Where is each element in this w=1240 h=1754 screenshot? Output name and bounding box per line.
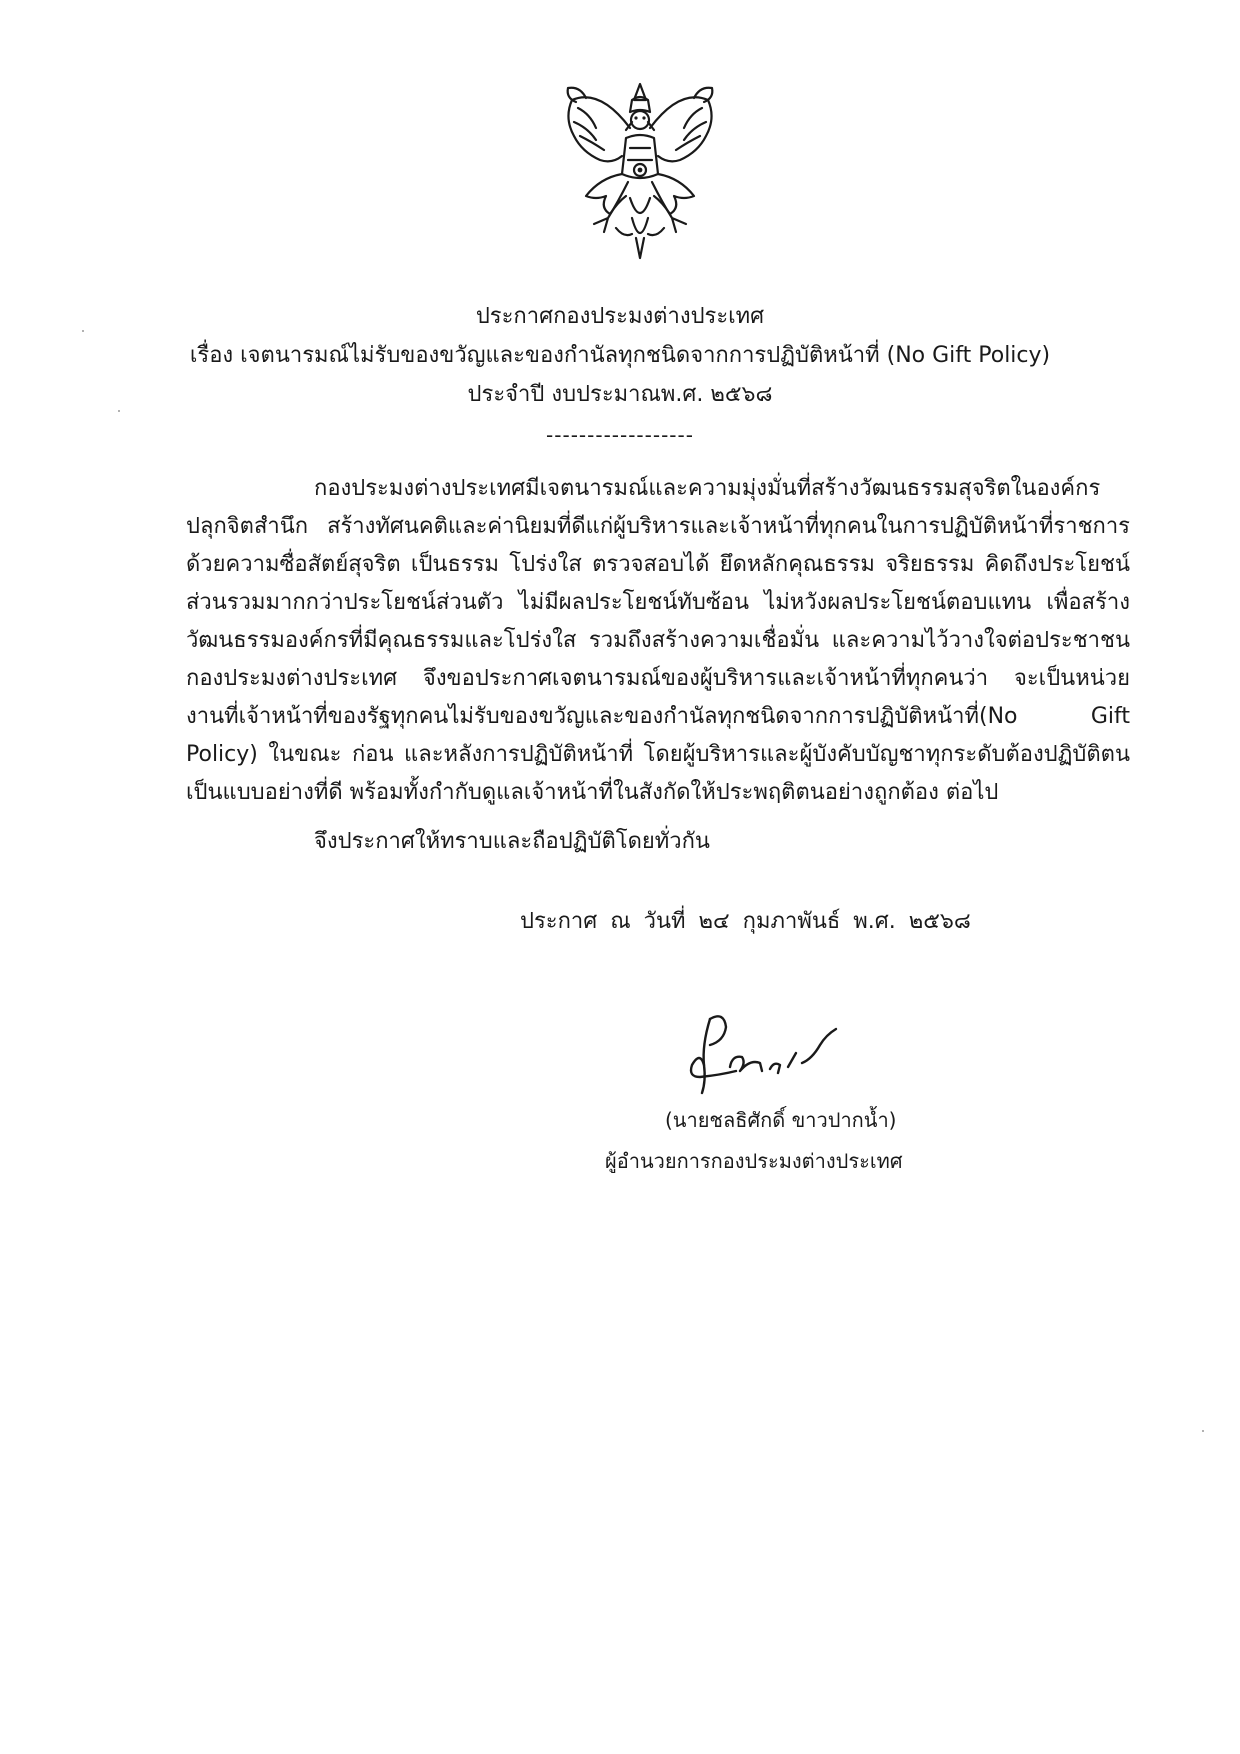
announcement-fiscal-year: ประจำปี งบประมาณพ.ศ. ๒๕๖๘ xyxy=(467,382,773,407)
announcement-date: ประกาศ ณ วันที่ ๒๔ กุมภาพันธ์ พ.ศ. ๒๕๖๘ xyxy=(520,909,971,934)
announcement-subject: เรื่อง เจตนารมณ์ไม่รับของขวัญและของกำนัลทุกชนิดจากการปฏิบัติหน้าที่ (No Gift Policy) xyxy=(189,343,1051,368)
signer-position: ผู้อำนวยการกองประมงต่างประเทศ xyxy=(605,1149,903,1173)
scan-speck xyxy=(82,330,84,332)
scan-speck xyxy=(118,410,120,412)
handwritten-signature xyxy=(680,1005,850,1105)
announcement-body-paragraph: กองประมงต่างประเทศมีเจตนารมณ์และความมุ่งมั่นที่สร้างวัฒนธรรมสุจริตในองค์กรปลุกจิตสำนึก สร้างทัศนคติและค่านิยมที่ดีแก่ผู้บริหารและเจ้าหน้าที่ทุกคนในการปฏิบัติหน้าที่ราชการด้วยความซื่อสัตย์สุจริต เป็นธรรม โปร่งใส ตรวจสอบได้ ยึดหลักคุณธรรม จริยธรรม คิดถึงประโยชน์ส่วนรวมมากกว่าประโยชน์ส่วนตัว ไม่มีผลประโยชน์ทับซ้อน ไม่หวังผลประโยชน์ตอบแทน เพื่อสร้างวัฒนธรรมองค์กรที่มีคุณธรรมและโปร่งใส รวมถึงสร้างความเชื่อมั่น และความไว้วางใจต่อประชาชน กองประมงต่างประเทศ จึงขอประกาศเจตนารมณ์ของผู้บริหารและเจ้าหน้าที่ทุกคนว่า จะเป็นหน่วยงานที่เจ้าหน้าที่ของรัฐทุกคนไม่รับของขวัญและของกำนัลทุกชนิดจากการปฏิบัติหน้าที่(No Gift Policy) ในขณะ ก่อน และหลังการปฏิบัติหน้าที่ โดยผู้บริหารและผู้บังคับบัญชาทุกระดับต้องปฏิบัติตนเป็นแบบอย่างที่ดี พร้อมทั้งกำกับดูแลเจ้าหน้าที่ในสังกัดให้ประพฤติตนอย่างถูกต้อง ต่อไป xyxy=(186,476,1130,805)
announcement-title: ประกาศกองประมงต่างประเทศ xyxy=(475,304,765,329)
signer-name: (นายชลธิศักดิ์ ขาวปากน้ำ) xyxy=(665,1108,897,1132)
closing-statement: จึงประกาศให้ทราบและถือปฏิบัติโดยทั่วกัน xyxy=(314,829,710,854)
heading-separator: ------------------ xyxy=(546,423,694,447)
scan-speck xyxy=(1202,1430,1204,1432)
garuda-emblem-icon xyxy=(560,78,720,263)
